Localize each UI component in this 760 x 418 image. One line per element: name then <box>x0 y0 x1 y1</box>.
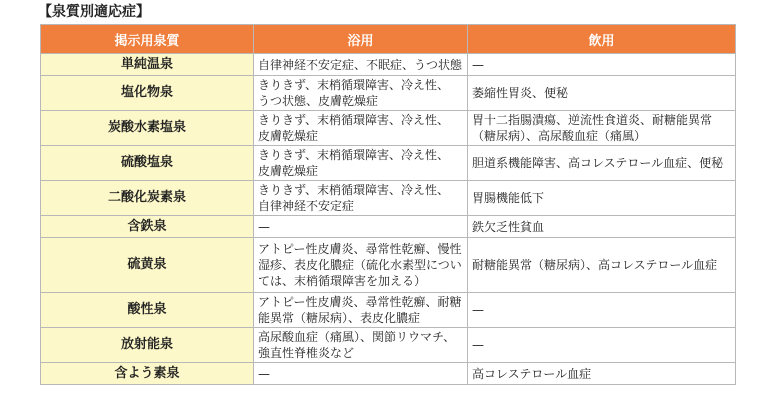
table-row <box>41 363 736 385</box>
indication-line: 胃腸機能低下 <box>472 191 545 205</box>
spring-quality-cell: 塩化物泉 <box>41 76 254 111</box>
spring-quality-cell: 含よう素泉 <box>41 363 254 385</box>
table-row <box>41 76 736 111</box>
indication-line: 高コレステロール血症 <box>472 366 592 381</box>
indication-line: — <box>472 303 484 317</box>
indication-line: — <box>472 338 484 352</box>
table-row <box>41 216 736 238</box>
bathing-indication-cell <box>254 76 468 111</box>
indication-line: 能異常（糖尿病）、表皮化膿症 <box>258 311 421 325</box>
table-header-row <box>41 25 736 54</box>
indication-line: 耐糖能異常（糖尿病）、高コレステロール血症 <box>472 258 718 272</box>
indication-line: きりきず、末梢循環障害、冷え性、 <box>258 113 450 127</box>
indication-line: 胃十二指腸潰瘍、逆流性食道炎、耐糖能異常 <box>472 113 713 127</box>
header-quality: 掲示用泉質 <box>41 25 254 54</box>
bathing-indication-cell <box>254 238 468 293</box>
indication-line: 湿疹、表皮化膿症（硫化水素型につい <box>258 258 462 272</box>
spring-quality-table <box>40 24 736 385</box>
bathing-indication-cell <box>254 111 468 146</box>
header-bathing: 浴用 <box>254 25 468 54</box>
indication-line: きりきず、末梢循環障害、冷え性、 <box>258 78 450 92</box>
drinking-indication-cell <box>468 146 736 181</box>
indication-line: 自律神経不安定症 <box>258 199 355 213</box>
section-title: 【泉質別適応症】 <box>38 4 150 20</box>
spring-quality-cell: 酸性泉 <box>41 293 254 328</box>
indication-line: 皮膚乾燥症 <box>258 164 319 178</box>
bathing-indication-cell <box>254 54 468 76</box>
indication-line: きりきず、末梢循環障害、冷え性、 <box>258 148 450 162</box>
indication-line: — <box>258 219 270 234</box>
indication-line: 萎縮性胃炎、便秘 <box>472 86 569 100</box>
spring-quality-cell: 単純温泉 <box>41 54 254 76</box>
indication-line: アトピー性皮膚炎、尋常性乾癬、耐糖 <box>258 295 462 309</box>
spring-quality-cell: 炭酸水素塩泉 <box>41 111 254 146</box>
table-row <box>41 54 736 76</box>
indication-line: 皮膚乾燥症 <box>258 129 319 143</box>
bathing-indication-cell <box>254 328 468 363</box>
indication-line: きりきず、末梢循環障害、冷え性、 <box>258 183 450 197</box>
table-row <box>41 146 736 181</box>
drinking-indication-cell <box>468 238 736 293</box>
indication-line: 高尿酸血症（痛風）、関節リウマチ、 <box>258 330 456 344</box>
indication-line: 自律神経不安定症、不眠症、うつ状態 <box>258 57 463 72</box>
drinking-indication-cell <box>468 54 736 76</box>
table-row <box>41 293 736 328</box>
drinking-indication-cell <box>468 181 736 216</box>
drinking-indication-cell <box>468 216 736 238</box>
drinking-indication-cell <box>468 363 736 385</box>
spring-quality-cell: 二酸化炭素泉 <box>41 181 254 216</box>
bathing-indication-cell <box>254 216 468 238</box>
spring-quality-cell: 硫黄泉 <box>41 238 254 293</box>
drinking-indication-cell <box>468 293 736 328</box>
indication-line: ては、末梢循環障害を加える） <box>258 274 427 288</box>
indication-line: 胆道系機能障害、高コレステロール血症、便秘 <box>472 156 724 170</box>
drinking-indication-cell <box>468 76 736 111</box>
indication-line: アトピー性皮膚炎、尋常性乾癬、慢性 <box>258 242 462 256</box>
drinking-indication-cell <box>468 328 736 363</box>
spring-quality-cell: 放射能泉 <box>41 328 254 363</box>
drinking-indication-cell <box>468 111 736 146</box>
indication-line: 強直性脊椎炎など <box>258 346 355 360</box>
indication-line: 鉄欠乏性貧血 <box>472 219 545 234</box>
indication-line: （糖尿病）、高尿酸血症（痛風） <box>472 129 647 143</box>
spring-quality-cell: 硫酸塩泉 <box>41 146 254 181</box>
table-row <box>41 181 736 216</box>
bathing-indication-cell <box>254 363 468 385</box>
indication-line: — <box>472 57 484 72</box>
table-body <box>41 54 736 385</box>
table-row <box>41 111 736 146</box>
header-drinking: 飲用 <box>468 25 736 54</box>
bathing-indication-cell <box>254 146 468 181</box>
bathing-indication-cell <box>254 181 468 216</box>
indication-line: うつ状態、皮膚乾燥症 <box>258 94 379 108</box>
table-row <box>41 328 736 363</box>
table-row <box>41 238 736 293</box>
spring-quality-cell: 含鉄泉 <box>41 216 254 238</box>
bathing-indication-cell <box>254 293 468 328</box>
indication-line: — <box>258 366 270 381</box>
